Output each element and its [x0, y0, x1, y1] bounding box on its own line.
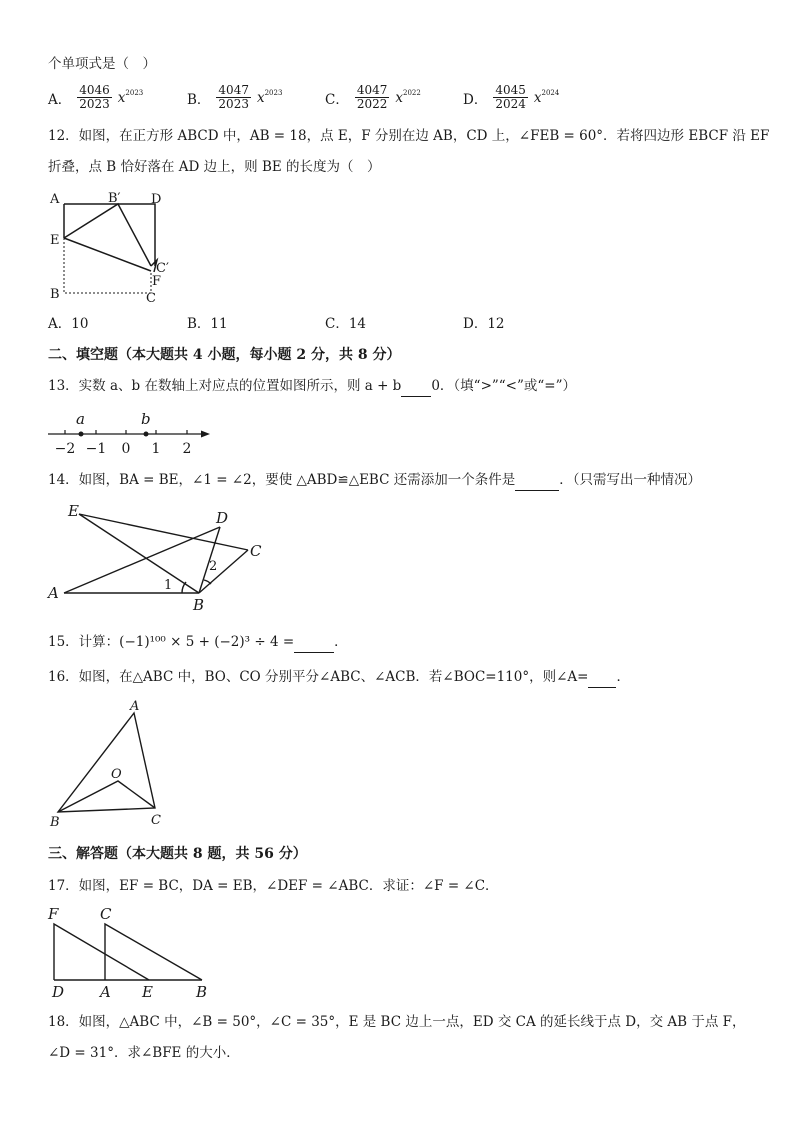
label-a: a	[76, 410, 85, 428]
q11-option-a	[48, 84, 143, 111]
numerator: 4047	[218, 83, 249, 97]
section-3-heading: 三、解答题（本大题共 8 题，共 56 分）	[48, 846, 307, 862]
label-f: F	[48, 905, 59, 923]
q13-number-line	[44, 406, 219, 458]
segment-ad	[64, 527, 220, 593]
label-d: D	[151, 192, 162, 207]
q12-line2: 折叠，点 B 恰好落在 AD 边上，则 BE 的长度为（ ）	[48, 159, 381, 175]
power	[534, 89, 559, 106]
q14-after: ．（只需写出一种情况）	[559, 472, 701, 488]
tick-label: 0	[121, 441, 131, 457]
label-e: E	[142, 983, 153, 1001]
label-e: E	[68, 502, 79, 520]
numerator: 4046	[79, 83, 110, 97]
option-letter: B．	[187, 91, 211, 108]
q14-stem: 14．如图，BA = BE，∠1 = ∠2，要使 △ABD≌△EBC 还需添加一个条件是	[48, 472, 516, 488]
label-a: A	[130, 699, 140, 714]
label-o: O	[111, 767, 122, 782]
q12-figure	[40, 188, 190, 308]
exponent: 2024	[541, 89, 560, 97]
label-c: C	[250, 542, 262, 560]
segment-eb	[79, 514, 199, 593]
label-e: E	[50, 233, 60, 248]
label-d: D	[216, 509, 229, 527]
q12-option-a: A．10	[48, 316, 89, 332]
label-b: B	[193, 596, 205, 614]
answer-blank[interactable]	[401, 376, 431, 397]
label-b: B	[50, 815, 60, 830]
q17-figure	[44, 900, 219, 1002]
variable: x	[256, 90, 265, 106]
denominator: 2023	[79, 97, 110, 111]
q11-tail: 个单项式是（ ）	[48, 56, 156, 72]
label-b: B	[196, 983, 208, 1001]
label-c: C	[151, 813, 161, 828]
denominator: 2024	[495, 97, 526, 111]
q14-figure	[44, 500, 274, 615]
axis-arrow-icon	[201, 431, 210, 438]
triangle-abc	[105, 924, 202, 980]
q12-option-d: D．12	[463, 316, 505, 332]
label-b: b	[141, 410, 151, 428]
tick-label: −1	[85, 441, 107, 457]
q16-figure	[44, 697, 174, 832]
point-a	[79, 432, 84, 437]
point-b	[144, 432, 149, 437]
edge-e-bp-cp	[64, 204, 151, 266]
label-angle-2: 2	[209, 559, 218, 574]
q15-stem: 15．计算：(−1)¹⁰⁰ × 5 + (−2)³ ÷ 4 =	[48, 634, 295, 650]
tick-label: 2	[182, 441, 192, 457]
q17-text: 17．如图，EF = BC，DA = EB，∠DEF = ∠ABC．求证：∠F = ∠C．	[48, 878, 499, 894]
fraction	[77, 84, 112, 111]
tick-label: −2	[54, 441, 76, 457]
option-letter: D．	[463, 91, 488, 108]
tick-label: 1	[151, 441, 161, 457]
exponent: 2023	[125, 89, 144, 97]
q11-option-b	[187, 84, 282, 111]
option-letter: C．	[325, 91, 349, 108]
power	[395, 89, 420, 106]
q18-line2: ∠D = 31°．求∠BFE 的大小．	[48, 1045, 240, 1061]
fraction	[355, 84, 390, 111]
q12-option-b: B．11	[187, 316, 228, 332]
q11-option-c	[325, 84, 421, 111]
q16-text	[48, 667, 630, 688]
numerator: 4045	[495, 83, 526, 97]
power	[257, 89, 282, 106]
numerator: 4047	[356, 83, 388, 97]
q13-after: 0．（填“>”“<”或“=”）	[431, 378, 577, 394]
fraction	[216, 84, 251, 111]
section-2-heading: 二、填空题（本大题共 4 小题，每小题 2 分，共 8 分）	[48, 347, 401, 363]
exponent: 2022	[403, 89, 421, 97]
triangle-def	[54, 924, 149, 980]
q15-text	[48, 632, 348, 653]
q13-stem: 13．实数 a、b 在数轴上对应点的位置如图所示，则 a + b	[48, 378, 402, 394]
variable: x	[533, 90, 542, 106]
label-d: D	[52, 983, 65, 1001]
denominator: 2023	[218, 97, 249, 111]
label-c-prime: C′	[156, 261, 169, 276]
answer-blank[interactable]	[515, 470, 559, 491]
q13-text	[48, 376, 576, 397]
q15-after: ．	[334, 634, 348, 650]
option-letter: A．	[48, 91, 72, 108]
label-b: B	[50, 287, 60, 302]
q12-line1: 12．如图，在正方形 ABCD 中，AB = 18，点 E，F 分别在边 AB，CD 上，∠FEB = 60°．若将四边形 EBCF 沿 EF	[48, 128, 770, 144]
label-f: F	[152, 274, 162, 289]
power	[118, 89, 143, 106]
label-a: A	[48, 584, 59, 602]
label-c: C	[146, 291, 156, 306]
variable: x	[117, 90, 126, 106]
q11-options	[48, 84, 768, 118]
label-c: C	[100, 905, 112, 923]
q11-option-d	[463, 84, 559, 111]
q14-text	[48, 470, 701, 491]
answer-blank[interactable]	[294, 632, 334, 653]
angle-1-arc	[182, 582, 186, 593]
label-a: A	[50, 192, 60, 207]
q18-line1: 18．如图，△ABC 中，∠B = 50°，∠C = 35°，E 是 BC 边上一点，ED 交 CA 的延长线于点 D，交 AB 于点 F，	[48, 1014, 746, 1030]
answer-blank[interactable]	[588, 667, 616, 688]
q16-after: ．	[616, 669, 630, 685]
label-angle-1: 1	[164, 578, 173, 593]
denominator: 2022	[356, 97, 388, 111]
fraction	[493, 84, 528, 111]
exponent: 2023	[264, 89, 283, 97]
angle-2-arc	[204, 580, 211, 584]
q16-stem: 16．如图，在△ABC 中，BO、CO 分别平分∠ABC、∠ACB．若∠BOC=110°，则∠A=	[48, 669, 589, 685]
q12-option-c: C．14	[325, 316, 367, 332]
bisectors-bo-co	[58, 781, 155, 812]
edge-a-d-f	[64, 204, 155, 266]
label-b-prime: B′	[108, 191, 121, 206]
variable: x	[395, 90, 404, 106]
label-a: A	[100, 983, 111, 1001]
